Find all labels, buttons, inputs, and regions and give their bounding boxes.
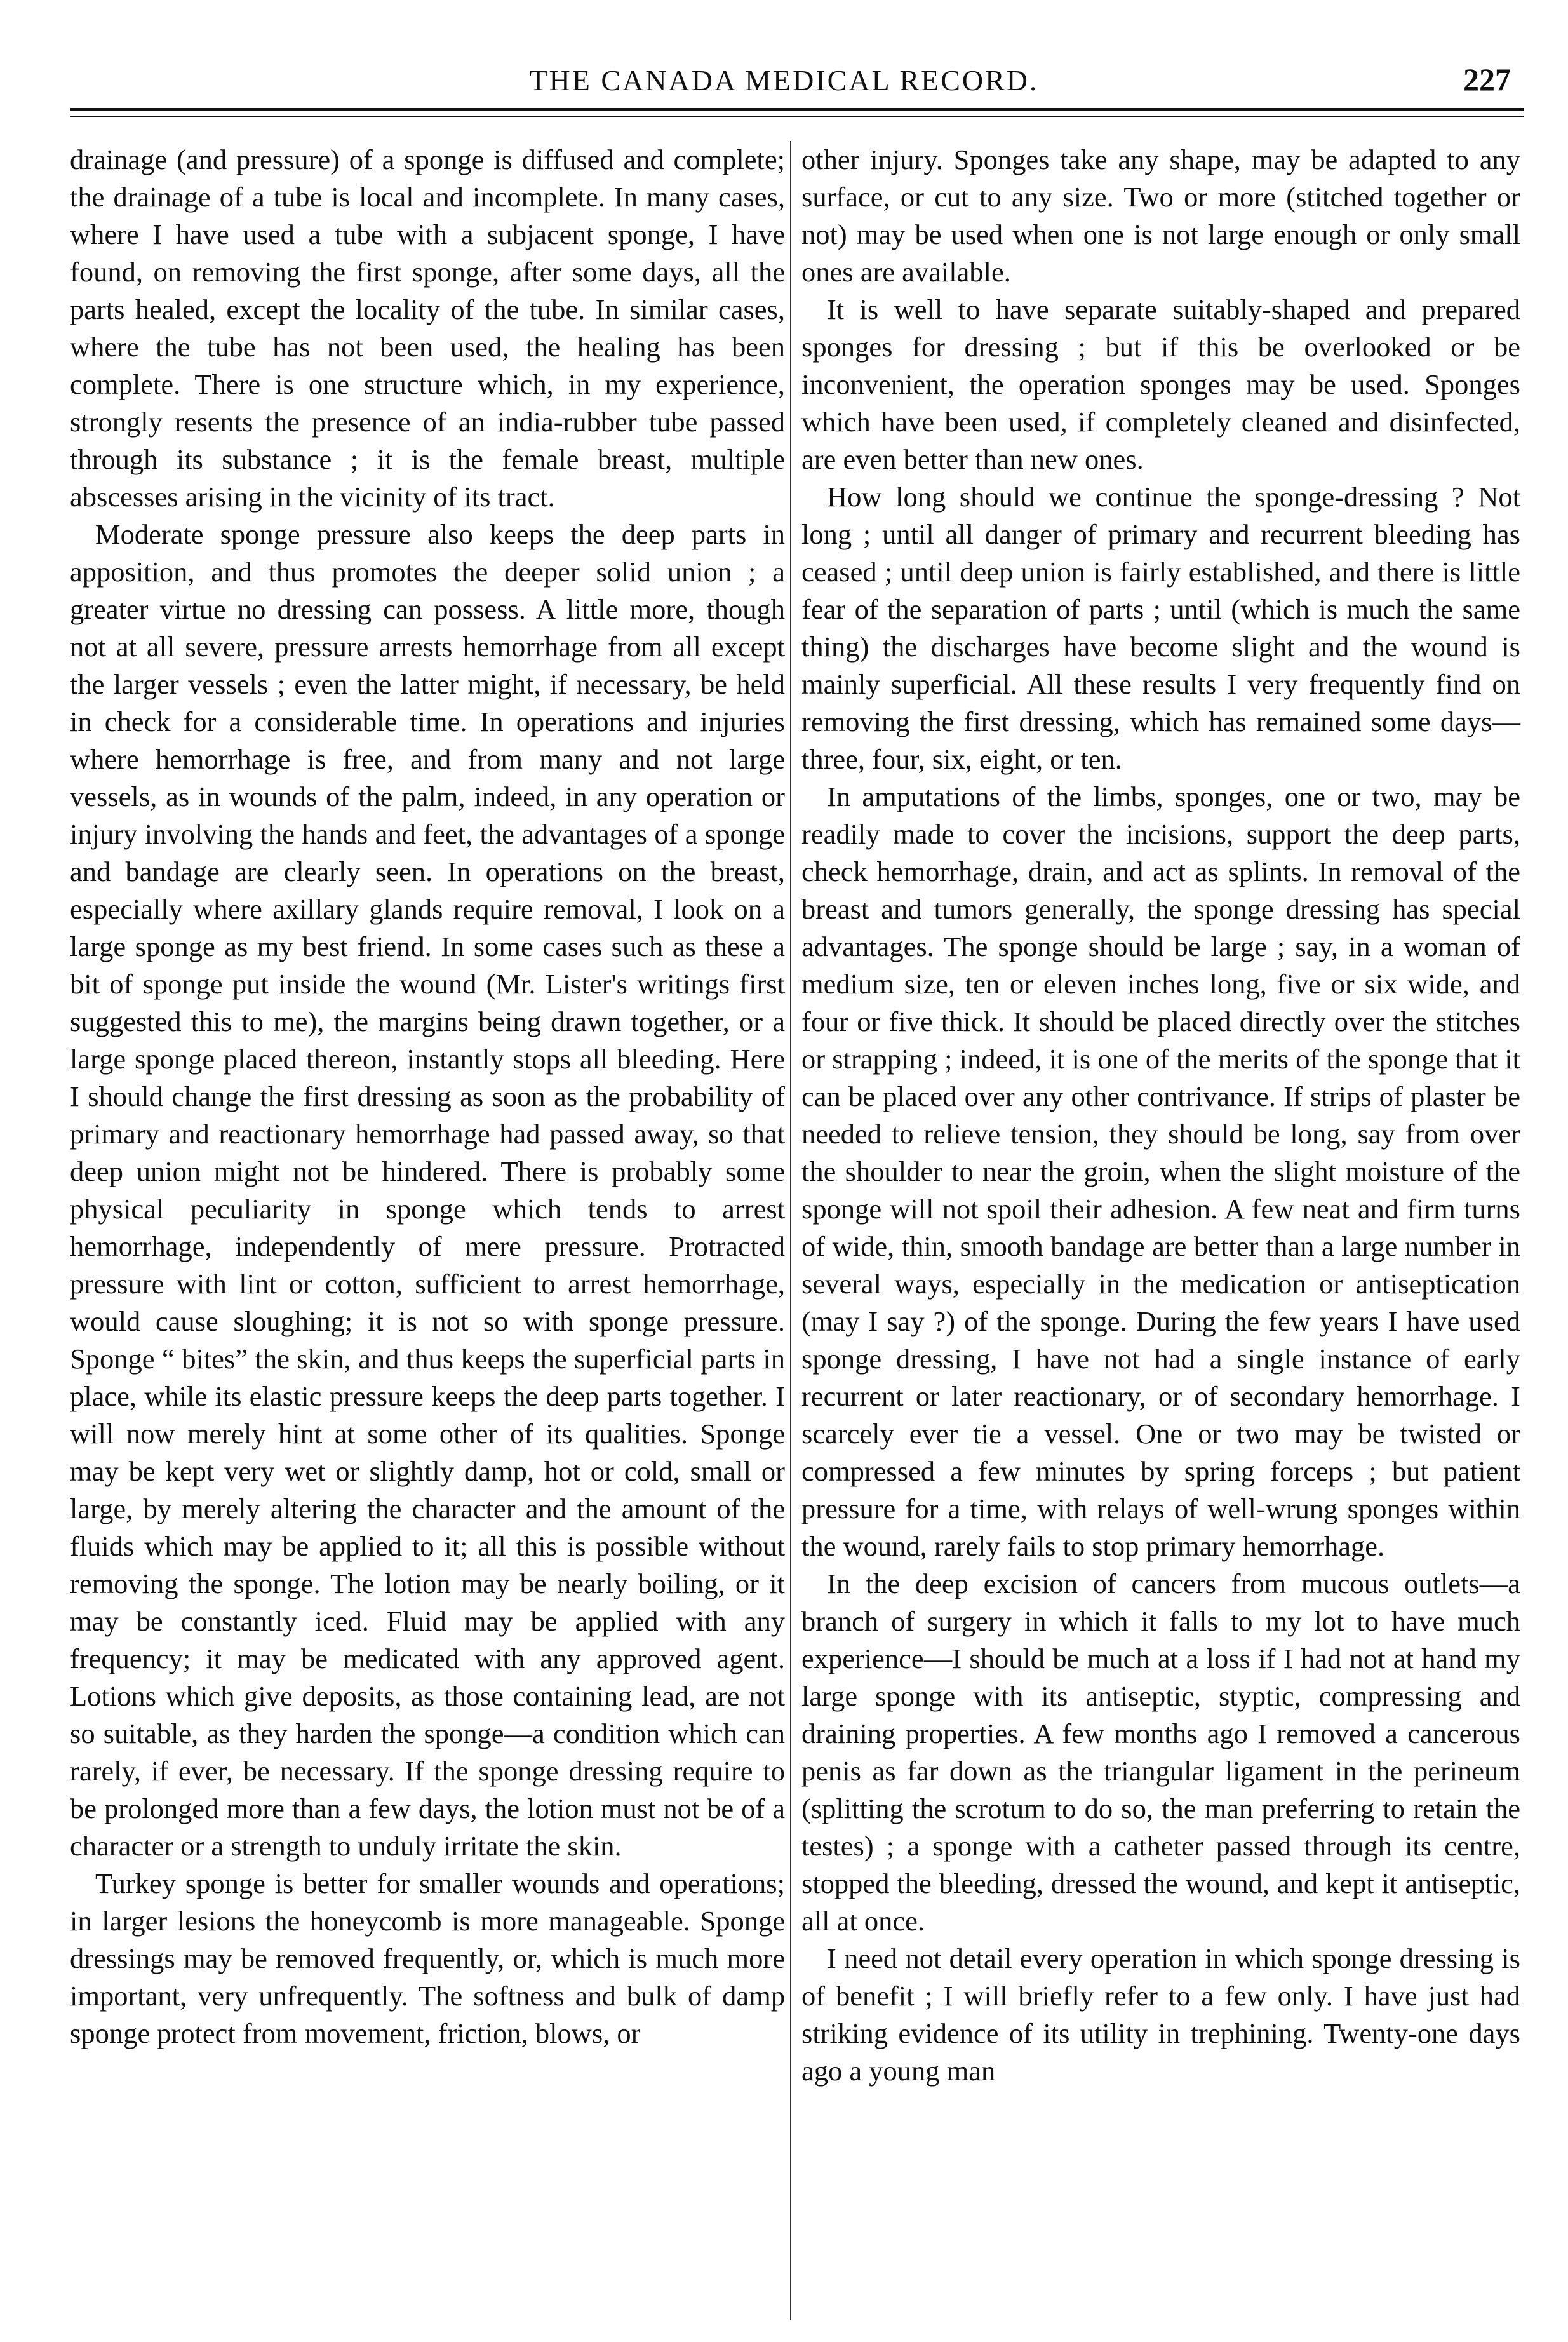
paragraph: How long should we continue the sponge-dressing ? Not long ; until all danger of primary and recurrent bleeding has ceased ; until deep union is fairly established, and there is little fear of the separation of parts ; until (which is much the same thing) the discharges have become slight and the wound is mainly superficial. All these results I very frequently find on removing the first dressing, which has remained some days—three, four, six, eight, or ten. — [801, 481, 1520, 775]
running-head — [38, 25, 1530, 114]
page-number: 227 — [1463, 62, 1511, 97]
left-column — [70, 141, 785, 2052]
paragraph: I need not detail every operation in which sponge dressing is of benefit ; I will briefly refer to a few only. I have just had striking evidence of its utility in trephining. Twenty-one days ago a young man — [801, 1942, 1520, 2087]
paragraph: Moderate sponge pressure also keeps the deep parts in apposition, and thus promotes the deeper solid union ; a greater virtue no dressing can possess. A little more, though not at all severe, pressure arrests hemorrhage from all except the larger vessels ; even the latter might, if necessary, be held in check for a considerable time. In operations and injuries where hemorrhage is free, and from many and not large vessels, as in wounds of the palm, indeed, in any operation or injury involving the hands and feet, the advantages of a sponge and bandage are clearly seen. In operations on the breast, especially where axillary glands require removal, I look on a large sponge as my best friend. In some cases such as these a bit of sponge put inside the wound (Mr. Lister's writings first suggested this to me), the margins being drawn together, or a large sponge placed thereon, instantly stops all bleeding. Here I should change the first dressing as soon as the probability of primary and reactionary hemorrhage had passed away, so that deep union might not be hindered. There is probably some physical peculiarity in sponge which tends to arrest hemorrhage, independently of mere pressure. Protracted pressure with lint or cotton, sufficient to arrest hemorrhage, would cause sloughing; it is not so with sponge pressure. Sponge “ bites” the skin, and thus keeps the superficial parts in place, while its elastic pressure keeps the deep parts together. I will now merely hint at some other of its qualities. Sponge may be kept very wet or slightly damp, hot or cold, small or large, by merely altering the character and the amount of the fluids which may be applied to it; all this is possible without removing the sponge. The lotion may be nearly boiling, or it may be constantly iced. Fluid may be applied with any frequency; it may be medicated with any approved agent. Lotions which give deposits, as those containing lead, are not so suitable, as they harden the sponge—a condition which can rarely, if ever, be necessary. If the sponge dressing require to be prolonged more than a few days, the lotion must not be of a character or a strength to unduly irritate the skin. — [70, 518, 785, 1862]
journal-title: THE CANADA MEDICAL RECORD. — [529, 64, 1039, 97]
paragraph: In amputations of the limbs, sponges, one or two, may be readily made to cover the incisions, support the deep parts, check hemorrhage, drain, and act as splints. In removal of the breast and tumors generally, the sponge dressing has special advantages. The sponge should be large ; say, in a woman of medium size, ten or eleven inches long, five or six wide, and four or five thick. It should be placed directly over the stitches or strapping ; indeed, it is one of the merits of the sponge that it can be placed over any other contrivance. If strips of plaster be needed to relieve tension, they should be long, say from over the shoulder to near the groin, when the slight moisture of the sponge will not spoil their adhesion. A few neat and firm turns of wide, thin, smooth bandage are better than a large number in several ways, especially in the medication or antiseptication (may I say ?) of the sponge. During the few years I have used sponge dressing, I have not had a single instance of early recurrent or later reactionary, or of secondary hemorrhage. I scarcely ever tie a vessel. One or two may be twisted or compressed a few minutes by spring forceps ; but patient pressure for a time, with relays of well-wrung sponges within the wound, rarely fails to stop primary hemorrhage. — [801, 781, 1520, 1562]
paragraph: Turkey sponge is better for smaller wounds and operations; in larger lesions the honeycomb is more manageable. Sponge dressings may be removed frequently, or, which is much more important, very unfrequently. The softness and bulk of damp sponge protect from movement, friction, blows, or — [70, 1868, 785, 2049]
column-divider — [790, 141, 791, 2320]
paragraph: It is well to have separate suitably-shaped and prepared sponges for dressing ; but if this be overlooked or be inconvenient, the operation sponges may be used. Sponges which have been used, if completely cleaned and disinfected, are even better than new ones. — [801, 293, 1520, 475]
paragraph: drainage (and pressure) of a sponge is diffused and complete; the drainage of a tube is local and incomplete. In many cases, where I have used a tube with a subjacent sponge, I have found, on removing the first sponge, after some days, all the parts healed, except the locality of the tube. In similar cases, where the tube has not been used, the healing has been complete. There is one structure which, in my experience, strongly resents the presence of an india-rubber tube passed through its substance ; it is the female breast, multiple abscesses arising in the vicinity of its tract. — [70, 144, 785, 513]
header-rule-thick — [70, 108, 1524, 111]
right-column — [801, 141, 1520, 2090]
paragraph: other injury. Sponges take any shape, may be adapted to any surface, or cut to any size. Two or more (stitched together or not) may be used when one is not large enough or only small ones are available. — [801, 144, 1520, 288]
paragraph: In the deep excision of cancers from mucous outlets—a branch of surgery in which it falls to my lot to have much experience—I should be much at a loss if I had not at hand my large sponge with its antiseptic, styptic, compressing and draining properties. A few months ago I removed a cancerous penis as far down as the triangular ligament in the perineum (splitting the scrotum to do so, the man preferring to retain the testes) ; a sponge with a catheter passed through its centre, stopped the bleeding, dressed the wound, and kept it antiseptic, all at once. — [801, 1568, 1520, 1937]
header-rule-thin — [70, 116, 1524, 117]
